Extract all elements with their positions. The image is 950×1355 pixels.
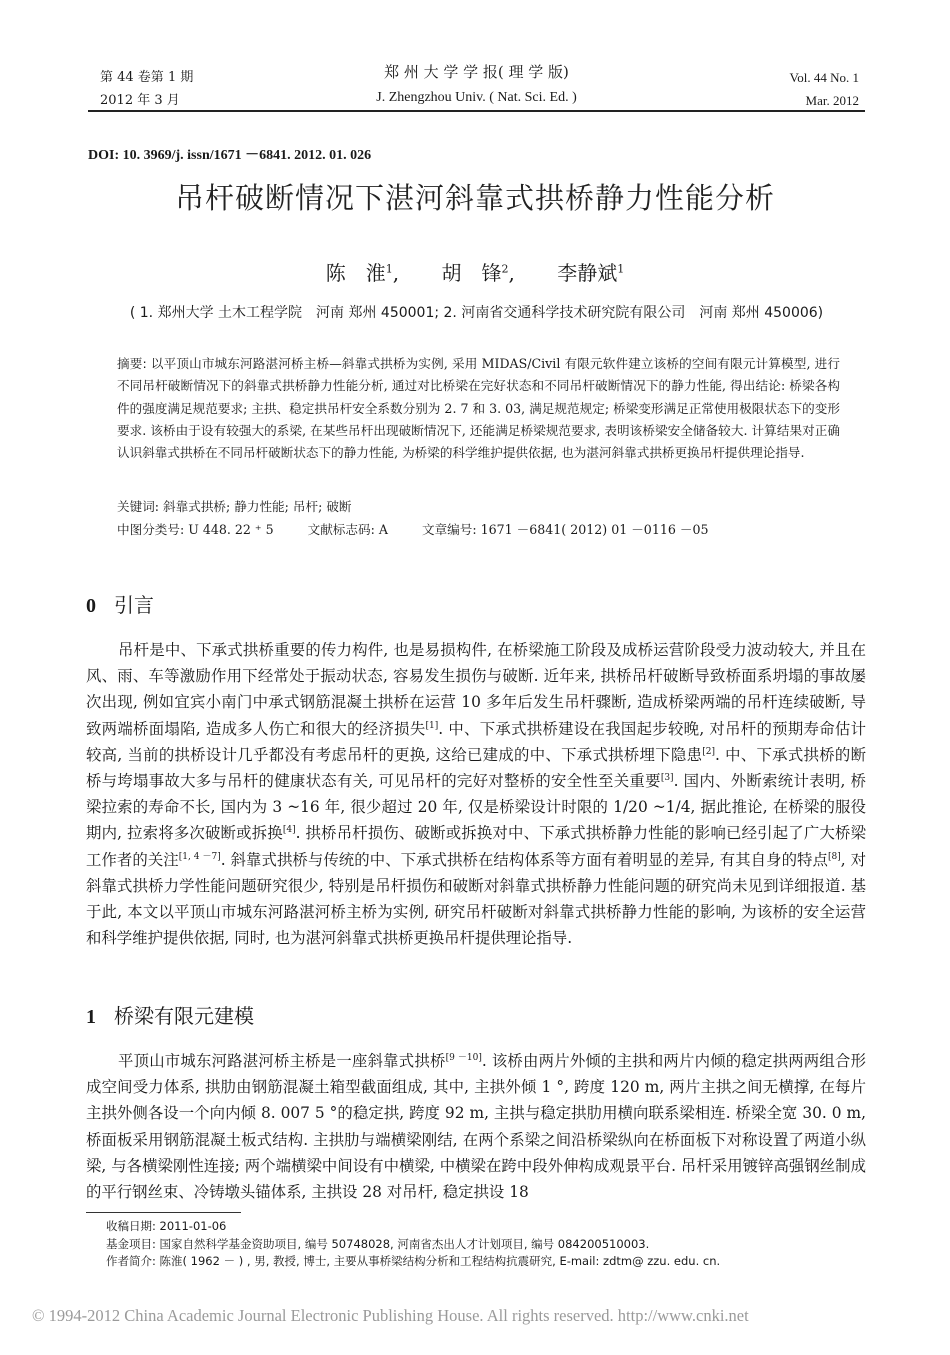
header-volume: 第 44 卷第 1 期 (100, 70, 194, 85)
citation: [9 －10] (445, 1053, 482, 1063)
author-separator: , (392, 261, 400, 285)
fund-info: 基金项目: 国家自然科学基金资助项目, 编号 50748028, 河南省杰出人才计划项目, 编号 084200510003. (106, 1236, 650, 1251)
copyright-notice: © 1994-2012 China Academic Journal Electronic Publishing House. All rights reserved. http://www.cnki.net (32, 1306, 749, 1325)
doi: DOI: 10. 3969/j. issn/1671 －6841. 2012. 01. 026 (88, 148, 372, 163)
doc-code-label: 文献标志码: (307, 522, 375, 537)
keywords-text: 斜靠式拱桥; 静力性能; 吊杆; 破断 (163, 499, 352, 514)
doc-code-value: A (378, 522, 388, 537)
clc-value: U 448. 22 ⁺ 5 (188, 522, 274, 537)
abstract-label: 摘要: (117, 356, 147, 371)
author-affil-mark: 2 (501, 262, 509, 276)
citation: [1, 4 －7] (178, 851, 221, 862)
author-affil-mark: 1 (617, 262, 625, 276)
citation: [2] (702, 746, 716, 757)
header-volume-en: Vol. 44 No. 1 (789, 70, 859, 85)
header-date: 2012 年 3 月 (100, 93, 180, 108)
citation: [8] (827, 851, 841, 862)
section-number: 1 (86, 1006, 96, 1028)
keywords (117, 496, 352, 515)
citation: [1] (425, 720, 439, 731)
intro-paragraph (86, 637, 866, 951)
journal-title-en: J. Zhengzhou Univ. ( Nat. Sci. Ed. ) (376, 90, 577, 105)
intro-text: . 拱桥吊杆损伤、破断或拆换对中、下承式拱桥静力性能的影响已经引起了广大桥梁工作者的关注 (86, 824, 866, 869)
model-text: . 该桥由两片外倾的主拱和两片内倾的稳定拱两两组合形成空间受力体系, 拱肋由钢筋混凝土箱型截面组成, 其中, 主拱外倾 1 °, 跨度 120 m, 两片主拱之间无横撑, 在每片主拱外侧各设一个向内倾 8. 007 5 °的稳定拱, 跨度 92 m, 主拱与稳定拱肋用横向联系梁相连. 桥梁全宽 30. 0 m, 桥面板采用钢筋混凝土板式结构. 主拱肋与端横梁刚结, 在两个系梁之间沿桥梁纵向在桥面板下对称设置了两道小纵梁, 与各横梁刚性连接; 两个端横梁中间设有中横梁, 中横梁在跨中段外伸构成观景平台. 吊杆采用镀锌高强钢丝制成的平行钢丝束、冷铸墩头锚体系, 主拱设 28 对吊杆, 稳定拱设 18 (86, 1052, 866, 1202)
abstract (117, 353, 840, 464)
intro-text: . 国内、外断索统计表明, 桥梁拉索的寿命不长, 国内为 3 ~16 年, 很少超过 20 年, 仅是桥梁设计时限的 1/20 ~1/4, 据此推论, 在桥梁的服役期内, 拉索将多次破断或拆换 (86, 772, 866, 843)
citation: [3] (660, 773, 674, 784)
author-affil-mark: 1 (385, 262, 393, 276)
author-name: 李静斌 (557, 261, 618, 285)
section-title: 桥梁有限元建模 (114, 1004, 254, 1028)
clc-label: 中图分类号: (117, 522, 185, 537)
affiliations: ( 1. 郑州大学 土木工程学院 河南 郑州 450001; 2. 河南省交通科学技术研究院有限公司 河南 郑州 450006) (129, 305, 824, 321)
citation: [4] (282, 825, 296, 836)
article-no-value: 1671 －6841( 2012) 01 －0116 －05 (480, 522, 709, 537)
header-issue-info-en (790, 66, 859, 112)
author (442, 261, 515, 285)
author (557, 261, 624, 285)
author-name: 陈 淮 (325, 261, 386, 285)
intro-text: . 中、下承式拱桥建设在我国起步较晚, 对吊杆的预期寿命估计较高, 当前的拱桥设计几乎都没有考虑吊杆的更换, 这给已建成的中、下承式拱桥埋下隐患 (86, 719, 866, 764)
header-journal-name (88, 60, 865, 110)
author-separator: , (508, 261, 515, 285)
received-date: 收稿日期: 2011-01-06 (106, 1219, 227, 1233)
intro-text: . 中、下承式拱桥的断桥与垮塌事故大多与吊杆的健康状态有关, 可见吊杆的完好对整桥的安全性至关重要 (86, 745, 866, 791)
intro-text: . 斜靠式拱桥与传统的中、下承式拱桥在结构体系等方面有着明显的差异, 有其自身的特点 (220, 850, 828, 869)
footnote-rule (86, 1212, 241, 1213)
author-list (0, 257, 950, 286)
model-paragraph (86, 1048, 866, 1205)
footnotes (106, 1218, 720, 1271)
model-text: 平顶山市城东河路湛河桥主桥是一座斜靠式拱桥 (118, 1052, 446, 1070)
section-heading-intro (86, 589, 154, 618)
intro-text: , 对斜靠式拱桥力学性能问题研究很少, 特别是吊杆损伤和破断对斜靠式拱桥静力性能问题的研究尚未见到详细报道. 基于此, 本文以平顶山市城东河路湛河桥主桥为实例, 研究吊杆破断对斜靠式拱桥静力性能的影响, 为该桥的安全运营和科学维护提供依据, 同时, 也为湛河斜靠式拱桥更换吊杆提供理论指导. (86, 850, 866, 948)
paper-title: 吊杆破断情况下湛河斜靠式拱桥静力性能分析 (174, 181, 775, 215)
intro-text: 吊杆是中、下承式拱桥重要的传力构件, 也是易损构件, 在桥梁施工阶段及成桥运营阶段受力波动较大, 并且在风、雨、车等激励作用下经常处于振动状态, 容易发生损伤与破断. 近年来, 拱桥吊杆破断导致桥面系坍塌的事故屡次出现, 例如宜宾小南门中承式钢筋混凝土拱桥在运营 10 多年后发生吊杆骤断, 造成桥梁两端的吊杆连续破断, 导致两端桥面塌陷, 造成多人伤亡和很大的经济损失 (86, 641, 866, 738)
header-date-en: Mar. 2012 (805, 93, 859, 108)
article-no-label: 文章编号: (421, 522, 477, 537)
section-title: 引言 (114, 593, 154, 617)
section-heading-model (86, 1000, 254, 1029)
author-bio: 作者简介: 陈淮( 1962 － ) , 男, 教授, 博士, 主要从事桥梁结构分析和工程结构抗震研究, E-mail: zdtm@ zzu. edu. cn. (106, 1254, 721, 1268)
author-name: 胡 锋 (441, 261, 502, 285)
section-number: 0 (86, 595, 96, 617)
header-rule (88, 110, 865, 112)
journal-header (88, 60, 865, 110)
keywords-label: 关键词: (117, 499, 160, 514)
journal-title-cn: 郑 州 大 学 学 报( 理 学 版) (384, 63, 569, 81)
author (326, 261, 399, 285)
classification-line (117, 519, 708, 538)
abstract-text: 以平顶山市城东河路湛河桥主桥—斜靠式拱桥为实例, 采用 MIDAS/Civil 有限元软件建立该桥的空间有限元计算模型, 进行不同吊杆破断情况下的斜靠式拱桥静力性能分析, 通过对比桥梁在完好状态和不同吊杆破断情况下的静力性能, 得出结论: 桥梁各构件的强度满足规范要求; 主拱、稳定拱吊杆安全系数分别为 2. 7 和 3. 03, 满足规范规定; 桥梁变形满足正常使用极限状态下的变形要求. 该桥由于设有较强大的系梁, 在某些吊杆出现破断情况下, 还能满足桥梁规范要求, 表明该桥梁安全储备较大. 计算结果对正确认识斜靠式拱桥在不同吊杆破断状态下的静力性能, 为桥梁的科学维护提供依据, 也为湛河斜靠式拱桥更换吊杆提供理论指导. (117, 356, 840, 461)
